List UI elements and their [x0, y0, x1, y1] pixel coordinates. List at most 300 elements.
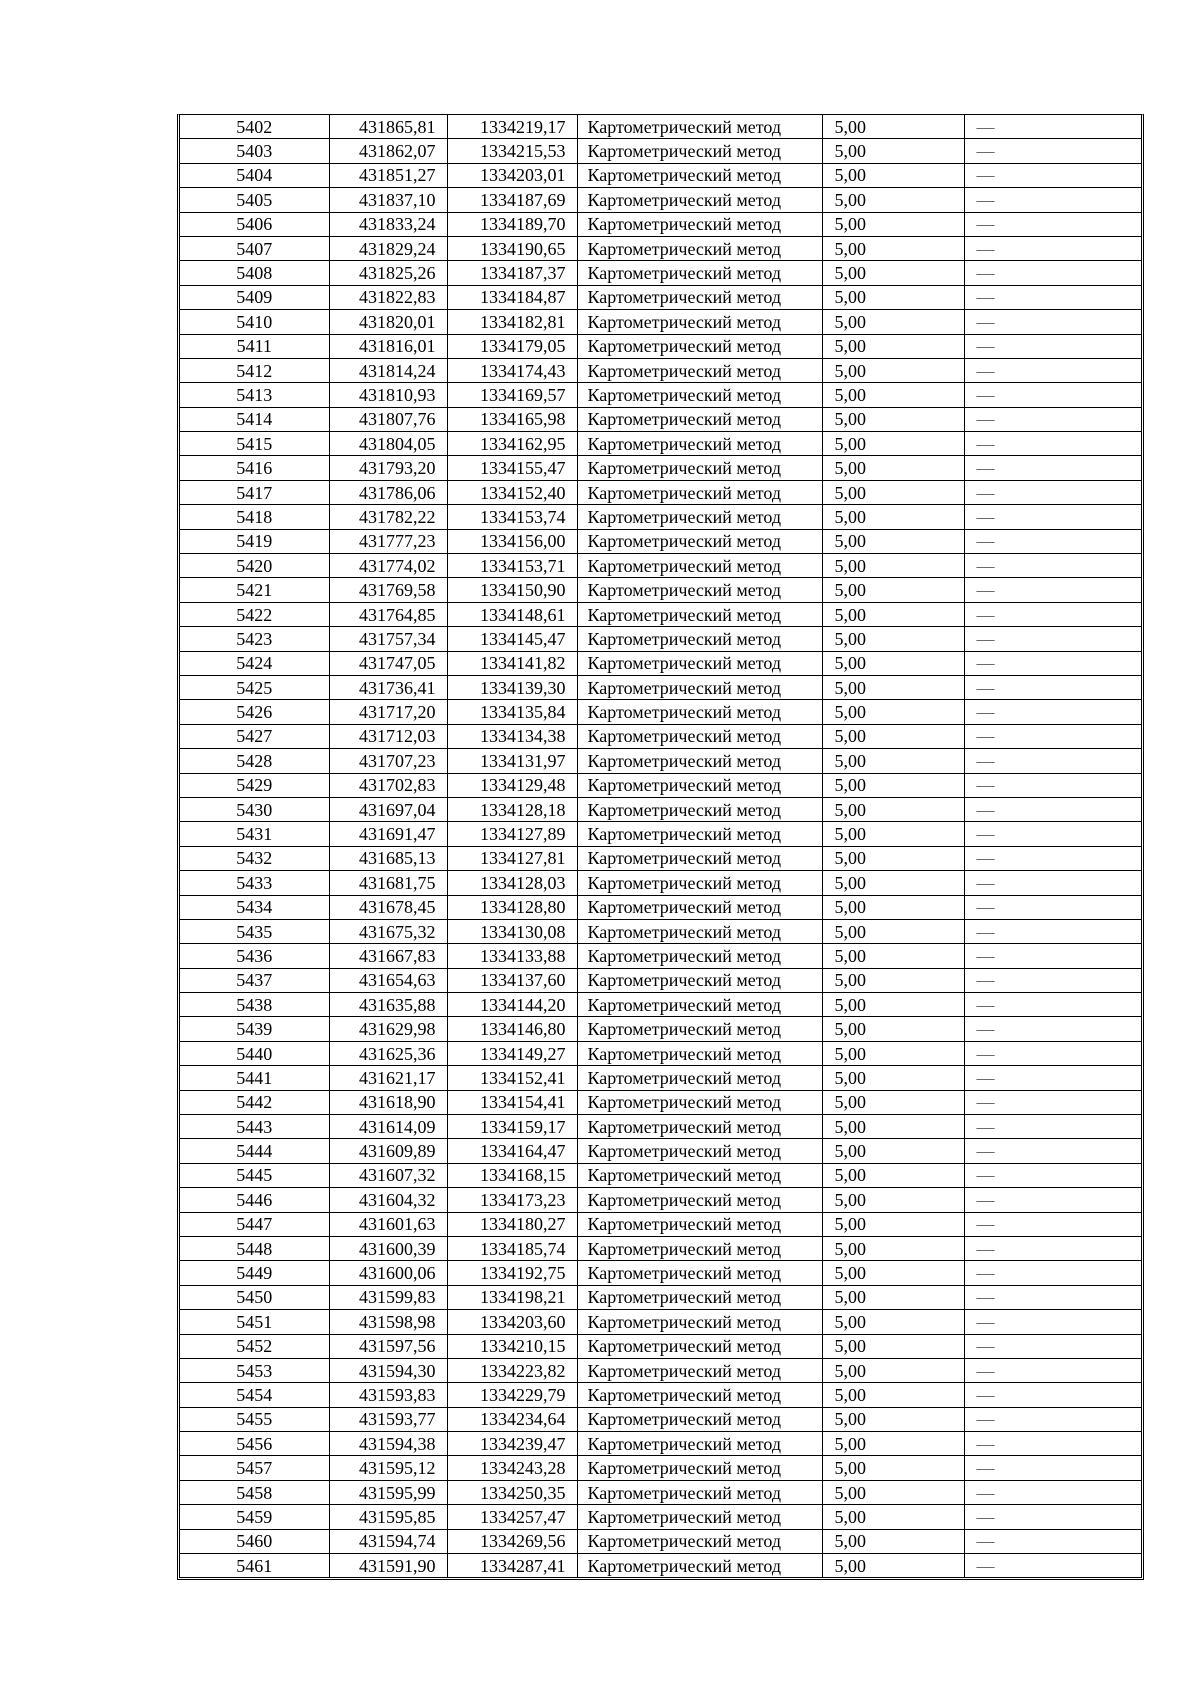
x-coordinate-cell: 431595,12 — [329, 1456, 447, 1480]
accuracy-cell: 5,00 — [822, 1529, 964, 1553]
y-coordinate-cell: 1334152,41 — [447, 1066, 577, 1090]
note-cell: — — [964, 1310, 1141, 1334]
point-number-cell: 5445 — [180, 1163, 329, 1187]
accuracy-cell: 5,00 — [822, 1334, 964, 1358]
y-coordinate-cell: 1334128,18 — [447, 797, 577, 821]
y-coordinate-cell: 1334184,87 — [447, 285, 577, 309]
point-number-cell: 5453 — [180, 1358, 329, 1382]
point-number-cell: 5461 — [180, 1554, 329, 1578]
table-row — [180, 627, 1141, 651]
y-coordinate-cell: 1334250,35 — [447, 1480, 577, 1504]
x-coordinate-cell: 431816,01 — [329, 334, 447, 358]
table-row — [180, 968, 1141, 992]
accuracy-cell: 5,00 — [822, 383, 964, 407]
table-row — [180, 1017, 1141, 1041]
table-row — [180, 895, 1141, 919]
point-number-cell: 5402 — [180, 115, 329, 139]
note-cell: — — [964, 1212, 1141, 1236]
y-coordinate-cell: 1334243,28 — [447, 1456, 577, 1480]
x-coordinate-cell: 431678,45 — [329, 895, 447, 919]
method-cell: Картометрический метод — [577, 505, 822, 529]
point-number-cell: 5413 — [180, 383, 329, 407]
note-cell: — — [964, 163, 1141, 187]
y-coordinate-cell: 1334162,95 — [447, 432, 577, 456]
y-coordinate-cell: 1334131,97 — [447, 749, 577, 773]
method-cell: Картометрический метод — [577, 1432, 822, 1456]
table-row — [180, 383, 1141, 407]
note-cell: — — [964, 1188, 1141, 1212]
x-coordinate-cell: 431597,56 — [329, 1334, 447, 1358]
note-cell: — — [964, 1285, 1141, 1309]
point-number-cell: 5454 — [180, 1383, 329, 1407]
x-coordinate-cell: 431681,75 — [329, 871, 447, 895]
note-cell: — — [964, 1066, 1141, 1090]
x-coordinate-cell: 431804,05 — [329, 432, 447, 456]
point-number-cell: 5430 — [180, 797, 329, 821]
point-number-cell: 5459 — [180, 1505, 329, 1529]
x-coordinate-cell: 431691,47 — [329, 822, 447, 846]
accuracy-cell: 5,00 — [822, 1261, 964, 1285]
y-coordinate-cell: 1334229,79 — [447, 1383, 577, 1407]
accuracy-cell: 5,00 — [822, 529, 964, 553]
method-cell: Картометрический метод — [577, 480, 822, 504]
y-coordinate-cell: 1334187,37 — [447, 261, 577, 285]
table-row — [180, 1090, 1141, 1114]
point-number-cell: 5443 — [180, 1115, 329, 1139]
x-coordinate-cell: 431862,07 — [329, 139, 447, 163]
method-cell: Картометрический метод — [577, 724, 822, 748]
point-number-cell: 5417 — [180, 480, 329, 504]
x-coordinate-cell: 431635,88 — [329, 993, 447, 1017]
method-cell: Картометрический метод — [577, 675, 822, 699]
accuracy-cell: 5,00 — [822, 456, 964, 480]
y-coordinate-cell: 1334149,27 — [447, 1041, 577, 1065]
y-coordinate-cell: 1334287,41 — [447, 1554, 577, 1578]
note-cell: — — [964, 871, 1141, 895]
point-number-cell: 5422 — [180, 602, 329, 626]
method-cell: Картометрический метод — [577, 627, 822, 651]
accuracy-cell: 5,00 — [822, 1236, 964, 1260]
coordinates-table-frame — [177, 114, 1144, 1580]
x-coordinate-cell: 431807,76 — [329, 407, 447, 431]
table-row — [180, 1529, 1141, 1553]
x-coordinate-cell: 431591,90 — [329, 1554, 447, 1578]
method-cell: Картометрический метод — [577, 188, 822, 212]
method-cell: Картометрический метод — [577, 139, 822, 163]
y-coordinate-cell: 1334215,53 — [447, 139, 577, 163]
point-number-cell: 5458 — [180, 1480, 329, 1504]
method-cell: Картометрический метод — [577, 1285, 822, 1309]
method-cell: Картометрический метод — [577, 1456, 822, 1480]
point-number-cell: 5455 — [180, 1407, 329, 1431]
table-row — [180, 822, 1141, 846]
coordinates-table — [180, 115, 1141, 1577]
y-coordinate-cell: 1334234,64 — [447, 1407, 577, 1431]
point-number-cell: 5447 — [180, 1212, 329, 1236]
note-cell: — — [964, 188, 1141, 212]
note-cell: — — [964, 1505, 1141, 1529]
point-number-cell: 5441 — [180, 1066, 329, 1090]
accuracy-cell: 5,00 — [822, 578, 964, 602]
table-row — [180, 1236, 1141, 1260]
y-coordinate-cell: 1334169,57 — [447, 383, 577, 407]
y-coordinate-cell: 1334145,47 — [447, 627, 577, 651]
method-cell: Картометрический метод — [577, 261, 822, 285]
point-number-cell: 5406 — [180, 212, 329, 236]
x-coordinate-cell: 431769,58 — [329, 578, 447, 602]
x-coordinate-cell: 431782,22 — [329, 505, 447, 529]
table-row — [180, 261, 1141, 285]
note-cell: — — [964, 749, 1141, 773]
y-coordinate-cell: 1334150,90 — [447, 578, 577, 602]
x-coordinate-cell: 431593,77 — [329, 1407, 447, 1431]
note-cell: — — [964, 700, 1141, 724]
y-coordinate-cell: 1334269,56 — [447, 1529, 577, 1553]
note-cell: — — [964, 993, 1141, 1017]
method-cell: Картометрический метод — [577, 1310, 822, 1334]
accuracy-cell: 5,00 — [822, 1041, 964, 1065]
table-row — [180, 1115, 1141, 1139]
y-coordinate-cell: 1334153,74 — [447, 505, 577, 529]
table-row — [180, 993, 1141, 1017]
note-cell: — — [964, 285, 1141, 309]
accuracy-cell: 5,00 — [822, 285, 964, 309]
x-coordinate-cell: 431607,32 — [329, 1163, 447, 1187]
y-coordinate-cell: 1334192,75 — [447, 1261, 577, 1285]
method-cell: Картометрический метод — [577, 456, 822, 480]
y-coordinate-cell: 1334153,71 — [447, 554, 577, 578]
table-row — [180, 358, 1141, 382]
y-coordinate-cell: 1334187,69 — [447, 188, 577, 212]
y-coordinate-cell: 1334127,89 — [447, 822, 577, 846]
accuracy-cell: 5,00 — [822, 1188, 964, 1212]
x-coordinate-cell: 431625,36 — [329, 1041, 447, 1065]
note-cell: — — [964, 651, 1141, 675]
point-number-cell: 5450 — [180, 1285, 329, 1309]
table-row — [180, 529, 1141, 553]
x-coordinate-cell: 431685,13 — [329, 846, 447, 870]
accuracy-cell: 5,00 — [822, 1480, 964, 1504]
x-coordinate-cell: 431814,24 — [329, 358, 447, 382]
table-row — [180, 1139, 1141, 1163]
method-cell: Картометрический метод — [577, 1163, 822, 1187]
method-cell: Картометрический метод — [577, 1480, 822, 1504]
y-coordinate-cell: 1334127,81 — [447, 846, 577, 870]
method-cell: Картометрический метод — [577, 1505, 822, 1529]
method-cell: Картометрический метод — [577, 1017, 822, 1041]
y-coordinate-cell: 1334156,00 — [447, 529, 577, 553]
point-number-cell: 5415 — [180, 432, 329, 456]
note-cell: — — [964, 822, 1141, 846]
accuracy-cell: 5,00 — [822, 188, 964, 212]
point-number-cell: 5437 — [180, 968, 329, 992]
table-row — [180, 724, 1141, 748]
note-cell: — — [964, 968, 1141, 992]
point-number-cell: 5442 — [180, 1090, 329, 1114]
accuracy-cell: 5,00 — [822, 1407, 964, 1431]
table-row — [180, 1480, 1141, 1504]
accuracy-cell: 5,00 — [822, 724, 964, 748]
x-coordinate-cell: 431614,09 — [329, 1115, 447, 1139]
method-cell: Картометрический метод — [577, 944, 822, 968]
note-cell: — — [964, 115, 1141, 139]
note-cell: — — [964, 1261, 1141, 1285]
note-cell: — — [964, 1358, 1141, 1382]
method-cell: Картометрический метод — [577, 578, 822, 602]
y-coordinate-cell: 1334203,60 — [447, 1310, 577, 1334]
point-number-cell: 5436 — [180, 944, 329, 968]
note-cell: — — [964, 578, 1141, 602]
point-number-cell: 5438 — [180, 993, 329, 1017]
method-cell: Картометрический метод — [577, 358, 822, 382]
accuracy-cell: 5,00 — [822, 895, 964, 919]
table-row — [180, 1456, 1141, 1480]
note-cell: — — [964, 1554, 1141, 1578]
x-coordinate-cell: 431822,83 — [329, 285, 447, 309]
y-coordinate-cell: 1334210,15 — [447, 1334, 577, 1358]
accuracy-cell: 5,00 — [822, 675, 964, 699]
accuracy-cell: 5,00 — [822, 1383, 964, 1407]
accuracy-cell: 5,00 — [822, 1090, 964, 1114]
x-coordinate-cell: 431829,24 — [329, 236, 447, 260]
table-row — [180, 505, 1141, 529]
x-coordinate-cell: 431621,17 — [329, 1066, 447, 1090]
note-cell: — — [964, 480, 1141, 504]
point-number-cell: 5426 — [180, 700, 329, 724]
method-cell: Картометрический метод — [577, 1529, 822, 1553]
x-coordinate-cell: 431810,93 — [329, 383, 447, 407]
point-number-cell: 5424 — [180, 651, 329, 675]
note-cell: — — [964, 1529, 1141, 1553]
x-coordinate-cell: 431594,30 — [329, 1358, 447, 1382]
method-cell: Картометрический метод — [577, 334, 822, 358]
note-cell: — — [964, 139, 1141, 163]
note-cell: — — [964, 383, 1141, 407]
table-row — [180, 1285, 1141, 1309]
point-number-cell: 5431 — [180, 822, 329, 846]
point-number-cell: 5446 — [180, 1188, 329, 1212]
point-number-cell: 5428 — [180, 749, 329, 773]
table-row — [180, 1383, 1141, 1407]
note-cell: — — [964, 236, 1141, 260]
table-row — [180, 1066, 1141, 1090]
y-coordinate-cell: 1334154,41 — [447, 1090, 577, 1114]
table-row — [180, 554, 1141, 578]
x-coordinate-cell: 431793,20 — [329, 456, 447, 480]
method-cell: Картометрический метод — [577, 797, 822, 821]
table-row — [180, 797, 1141, 821]
x-coordinate-cell: 431595,85 — [329, 1505, 447, 1529]
note-cell: — — [964, 1041, 1141, 1065]
accuracy-cell: 5,00 — [822, 554, 964, 578]
table-row — [180, 163, 1141, 187]
x-coordinate-cell: 431604,32 — [329, 1188, 447, 1212]
method-cell: Картометрический метод — [577, 1334, 822, 1358]
y-coordinate-cell: 1334223,82 — [447, 1358, 577, 1382]
accuracy-cell: 5,00 — [822, 1017, 964, 1041]
table-row — [180, 919, 1141, 943]
x-coordinate-cell: 431629,98 — [329, 1017, 447, 1041]
table-row — [180, 651, 1141, 675]
note-cell: — — [964, 1115, 1141, 1139]
table-row — [180, 1188, 1141, 1212]
method-cell: Картометрический метод — [577, 773, 822, 797]
y-coordinate-cell: 1334144,20 — [447, 993, 577, 1017]
note-cell: — — [964, 432, 1141, 456]
table-row — [180, 1554, 1141, 1578]
y-coordinate-cell: 1334139,30 — [447, 675, 577, 699]
accuracy-cell: 5,00 — [822, 993, 964, 1017]
point-number-cell: 5444 — [180, 1139, 329, 1163]
accuracy-cell: 5,00 — [822, 310, 964, 334]
y-coordinate-cell: 1334239,47 — [447, 1432, 577, 1456]
accuracy-cell: 5,00 — [822, 407, 964, 431]
y-coordinate-cell: 1334189,70 — [447, 212, 577, 236]
note-cell: — — [964, 1163, 1141, 1187]
accuracy-cell: 5,00 — [822, 919, 964, 943]
note-cell: — — [964, 212, 1141, 236]
note-cell: — — [964, 1090, 1141, 1114]
method-cell: Картометрический метод — [577, 919, 822, 943]
point-number-cell: 5451 — [180, 1310, 329, 1334]
x-coordinate-cell: 431712,03 — [329, 724, 447, 748]
point-number-cell: 5452 — [180, 1334, 329, 1358]
x-coordinate-cell: 431717,20 — [329, 700, 447, 724]
method-cell: Картометрический метод — [577, 1358, 822, 1382]
method-cell: Картометрический метод — [577, 895, 822, 919]
accuracy-cell: 5,00 — [822, 1066, 964, 1090]
method-cell: Картометрический метод — [577, 1139, 822, 1163]
method-cell: Картометрический метод — [577, 1554, 822, 1578]
table-row — [180, 334, 1141, 358]
point-number-cell: 5440 — [180, 1041, 329, 1065]
method-cell: Картометрический метод — [577, 968, 822, 992]
accuracy-cell: 5,00 — [822, 139, 964, 163]
accuracy-cell: 5,00 — [822, 700, 964, 724]
y-coordinate-cell: 1334152,40 — [447, 480, 577, 504]
accuracy-cell: 5,00 — [822, 163, 964, 187]
method-cell: Картометрический метод — [577, 1261, 822, 1285]
point-number-cell: 5405 — [180, 188, 329, 212]
point-number-cell: 5416 — [180, 456, 329, 480]
accuracy-cell: 5,00 — [822, 236, 964, 260]
accuracy-cell: 5,00 — [822, 822, 964, 846]
note-cell: — — [964, 358, 1141, 382]
y-coordinate-cell: 1334164,47 — [447, 1139, 577, 1163]
x-coordinate-cell: 431598,98 — [329, 1310, 447, 1334]
note-cell: — — [964, 724, 1141, 748]
table-row — [180, 700, 1141, 724]
method-cell: Картометрический метод — [577, 1407, 822, 1431]
point-number-cell: 5432 — [180, 846, 329, 870]
point-number-cell: 5404 — [180, 163, 329, 187]
y-coordinate-cell: 1334135,84 — [447, 700, 577, 724]
point-number-cell: 5448 — [180, 1236, 329, 1260]
table-row — [180, 407, 1141, 431]
method-cell: Картометрический метод — [577, 749, 822, 773]
table-row — [180, 310, 1141, 334]
accuracy-cell: 5,00 — [822, 1212, 964, 1236]
table-row — [180, 1505, 1141, 1529]
method-cell: Картометрический метод — [577, 846, 822, 870]
x-coordinate-cell: 431757,34 — [329, 627, 447, 651]
method-cell: Картометрический метод — [577, 1041, 822, 1065]
y-coordinate-cell: 1334155,47 — [447, 456, 577, 480]
method-cell: Картометрический метод — [577, 1066, 822, 1090]
y-coordinate-cell: 1334137,60 — [447, 968, 577, 992]
point-number-cell: 5435 — [180, 919, 329, 943]
note-cell: — — [964, 407, 1141, 431]
accuracy-cell: 5,00 — [822, 115, 964, 139]
method-cell: Картометрический метод — [577, 236, 822, 260]
accuracy-cell: 5,00 — [822, 871, 964, 895]
point-number-cell: 5421 — [180, 578, 329, 602]
point-number-cell: 5439 — [180, 1017, 329, 1041]
accuracy-cell: 5,00 — [822, 749, 964, 773]
y-coordinate-cell: 1334130,08 — [447, 919, 577, 943]
table-row — [180, 432, 1141, 456]
x-coordinate-cell: 431600,06 — [329, 1261, 447, 1285]
method-cell: Картометрический метод — [577, 163, 822, 187]
x-coordinate-cell: 431777,23 — [329, 529, 447, 553]
y-coordinate-cell: 1334134,38 — [447, 724, 577, 748]
accuracy-cell: 5,00 — [822, 1285, 964, 1309]
table-row — [180, 236, 1141, 260]
table-row — [180, 749, 1141, 773]
x-coordinate-cell: 431851,27 — [329, 163, 447, 187]
note-cell: — — [964, 529, 1141, 553]
method-cell: Картометрический метод — [577, 432, 822, 456]
accuracy-cell: 5,00 — [822, 968, 964, 992]
accuracy-cell: 5,00 — [822, 1456, 964, 1480]
table-row — [180, 1407, 1141, 1431]
x-coordinate-cell: 431594,74 — [329, 1529, 447, 1553]
table-row — [180, 1261, 1141, 1285]
x-coordinate-cell: 431707,23 — [329, 749, 447, 773]
note-cell: — — [964, 773, 1141, 797]
method-cell: Картометрический метод — [577, 993, 822, 1017]
point-number-cell: 5460 — [180, 1529, 329, 1553]
y-coordinate-cell: 1334219,17 — [447, 115, 577, 139]
x-coordinate-cell: 431601,63 — [329, 1212, 447, 1236]
accuracy-cell: 5,00 — [822, 212, 964, 236]
point-number-cell: 5412 — [180, 358, 329, 382]
note-cell: — — [964, 505, 1141, 529]
accuracy-cell: 5,00 — [822, 602, 964, 626]
method-cell: Картометрический метод — [577, 1188, 822, 1212]
note-cell: — — [964, 846, 1141, 870]
note-cell: — — [964, 1456, 1141, 1480]
note-cell: — — [964, 944, 1141, 968]
note-cell: — — [964, 1139, 1141, 1163]
note-cell: — — [964, 1334, 1141, 1358]
accuracy-cell: 5,00 — [822, 358, 964, 382]
method-cell: Картометрический метод — [577, 529, 822, 553]
note-cell: — — [964, 334, 1141, 358]
x-coordinate-cell: 431865,81 — [329, 115, 447, 139]
point-number-cell: 5449 — [180, 1261, 329, 1285]
x-coordinate-cell: 431593,83 — [329, 1383, 447, 1407]
point-number-cell: 5456 — [180, 1432, 329, 1456]
x-coordinate-cell: 431609,89 — [329, 1139, 447, 1163]
point-number-cell: 5407 — [180, 236, 329, 260]
x-coordinate-cell: 431764,85 — [329, 602, 447, 626]
table-row — [180, 773, 1141, 797]
point-number-cell: 5419 — [180, 529, 329, 553]
point-number-cell: 5433 — [180, 871, 329, 895]
accuracy-cell: 5,00 — [822, 627, 964, 651]
accuracy-cell: 5,00 — [822, 1310, 964, 1334]
